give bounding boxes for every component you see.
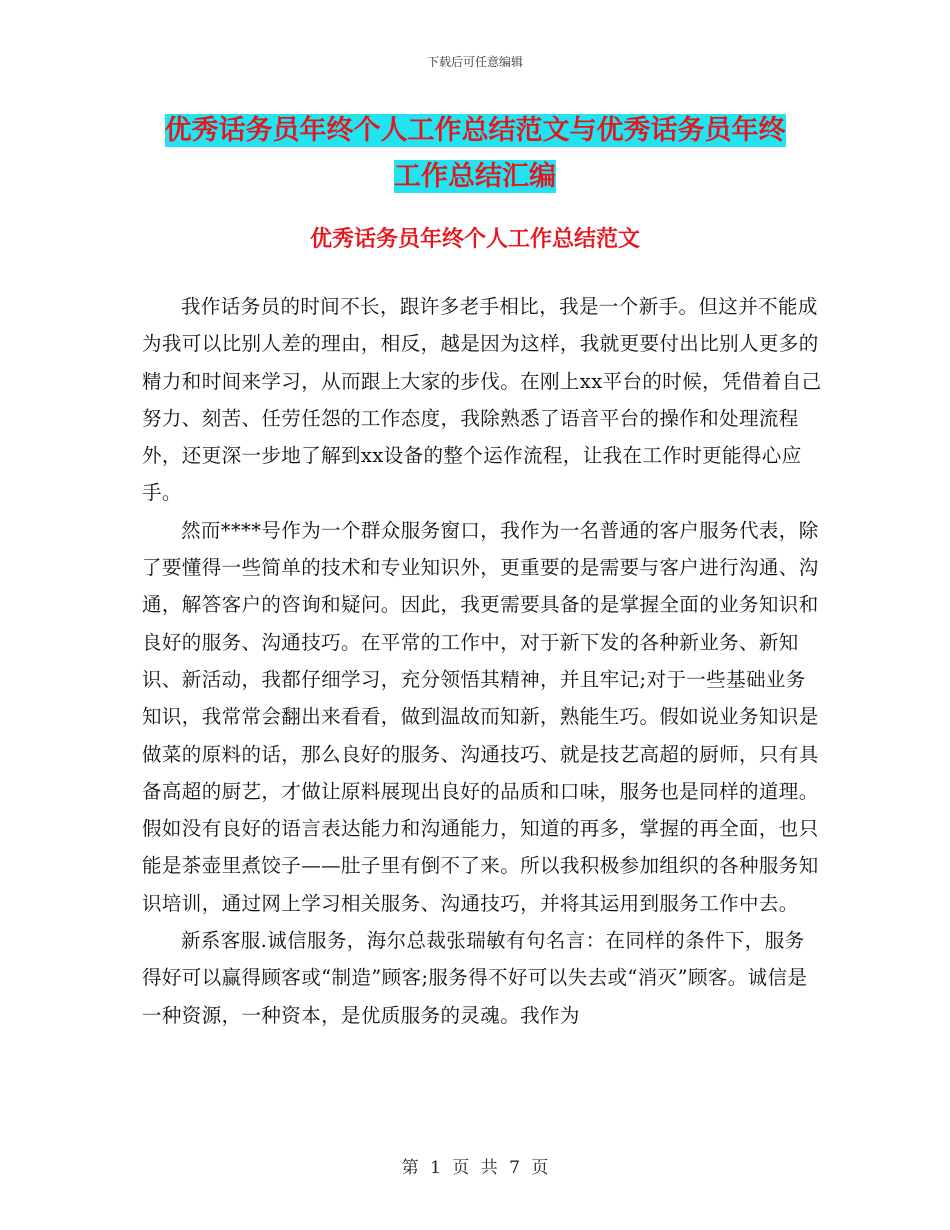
paragraph: 我作话务员的时间不长，跟许多老手相比，我是一个新手。但这并不能成为我可以比别人差的理由，相反，越是因为这样，我就更要付出比别人更多的精力和时间来学习，从而跟上大家的步伐。在刚上xx平台的时候，凭借着自己努力、刻苦、任劳任怨的工作态度，我除熟悉了语音平台的操作和处理流程外，还更深一步地了解到xx设备的整个运作流程，让我在工作时更能得心应手。	[142, 295, 822, 505]
document-title	[0, 108, 950, 200]
section-title: 优秀话务员年终个人工作总结范文	[309, 226, 640, 252]
document-title-line-1: 优秀话务员年终个人工作总结范文与优秀话务员年终	[164, 115, 786, 146]
paragraph: 新系客服.诚信服务，海尔总裁张瑞敏有句名言：在同样的条件下，服务得好可以赢得顾客或“制造”顾客;服务得不好可以失去或“消灭”顾客。诚信是一种资源，一种资本，是优质服务的灵魂。我作为	[142, 929, 808, 1027]
document-title-line-2: 工作总结汇编	[394, 161, 556, 192]
body-text	[142, 288, 822, 1034]
header-note: 下载后可任意编辑	[426, 55, 523, 69]
page-number-footer: 第 1 页 共 7 页	[401, 1158, 549, 1178]
paragraph: 然而****号作为一个群众服务窗口，我作为一名普通的客户服务代表，除了要懂得一些简单的技术和专业知识外，更重要的是需要与客户进行沟通、沟通，解答客户的咨询和疑问。因此，我更需要具备的是掌握全面的业务知识和良好的服务、沟通技巧。在平常的工作中，对于新下发的各种新业务、新知识、新活动，我都仔细学习，充分领悟其精神，并且牢记;对于一些基础业务知识，我常常会翻出来看看，做到温故而知新，熟能生巧。假如说业务知识是做菜的原料的话，那么良好的服务、沟通技巧、就是技艺高超的厨师，只有具备高超的厨艺，才做让原料展现出良好的品质和口味，服务也是同样的道理。假如没有良好的语言表达能力和沟通能力，知道的再多，掌握的再全面，也只能是茶壶里煮饺子——肚子里有倒不了来。所以我积极参加组织的各种服务知识培训，通过网上学习相关服务、沟通技巧，并将其运用到服务工作中去。	[142, 518, 819, 915]
